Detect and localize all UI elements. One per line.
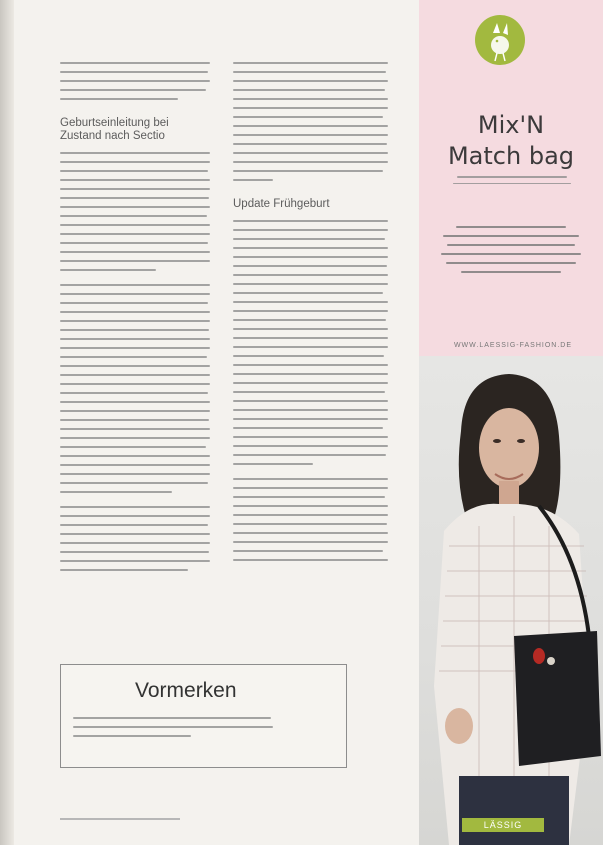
info-box-text <box>73 717 273 744</box>
info-box <box>60 664 347 768</box>
middle-column <box>233 62 388 568</box>
ad-tagline <box>450 176 574 184</box>
ad-body-text <box>440 226 582 280</box>
page-footer <box>60 818 180 820</box>
woman-with-bag-image <box>419 356 603 845</box>
ad-url: WWW.LAESSIG-FASHION.DE <box>453 342 573 349</box>
left-column <box>60 62 210 578</box>
right-subheading: Update Frühgeburt <box>233 198 330 210</box>
brand-badge: LÄSSIG <box>462 818 544 832</box>
brand-logo <box>475 15 525 65</box>
ad-headline-line2: Match bag <box>447 142 575 170</box>
bird-logo-icon <box>475 15 525 65</box>
ad-headline-line1: Mix'N <box>477 111 545 139</box>
model-photo <box>419 356 603 845</box>
info-box-title: Vormerken <box>135 679 237 702</box>
left-subheading: Geburtseinleitung bei Zustand nach Sectio <box>60 117 169 142</box>
page-gutter <box>0 0 14 845</box>
